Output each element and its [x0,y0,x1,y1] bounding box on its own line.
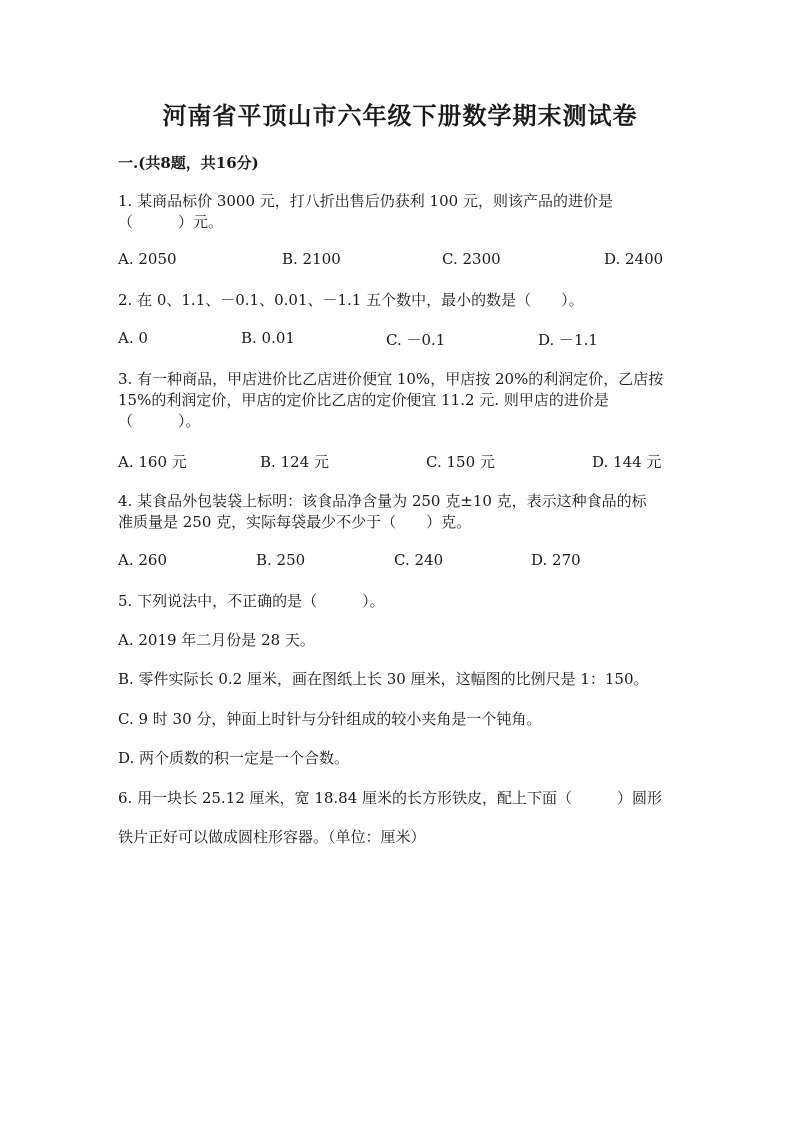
q1-option-a: A. 2050 [118,250,177,268]
q6-line-1: 6. 用一块长 25.12 厘米，宽 18.84 厘米的长方形铁皮，配上下面（ ）圆形 [118,789,663,807]
q4-line-1: 4. 某食品外包装袋上标明：该食品净含量为 250 克±10 克，表示这种食品的标 [118,492,647,510]
q4-option-b: B. 250 [256,551,306,569]
q1-option-c: C. 2300 [442,250,501,268]
q3-option-b: B. 124 元 [260,453,329,471]
q3-option-d: D. 144 元 [592,453,662,471]
q1-option-b: B. 2100 [282,250,341,268]
q1-line-1: 1. 某商品标价 3000 元，打八折出售后仍获利 100 元，则该产品的进价是 [118,192,613,210]
q2-option-a: A. 0 [118,329,148,347]
q3-line-3: （ ）。 [118,412,201,430]
page-title: 河南省平顶山市六年级下册数学期末测试卷 [162,101,638,130]
q6-line-2: 铁片正好可以做成圆柱形容器。（单位：厘米） [118,828,426,846]
q2-option-c: C. －0.1 [386,331,446,349]
q2-line-1: 2. 在 0、1.1、－0.1、0.01、－1.1 五个数中，最小的数是（ ）。 [118,291,584,309]
q4-line-2: 准质量是 250 克，实际每袋最少不少于（ ）克。 [118,513,472,531]
q3-option-c: C. 150 元 [426,453,495,471]
q3-option-a: A. 160 元 [118,453,187,471]
q4-option-d: D. 270 [531,551,581,569]
q1-option-d: D. 2400 [604,250,664,268]
q3-line-2: 15%的利润定价，甲店的定价比乙店的定价便宜 11.2 元. 则甲店的进价是 [118,391,609,409]
q5-option-a: A. 2019 年二月份是 28 天。 [118,631,315,649]
q3-line-1: 3. 有一种商品，甲店进价比乙店进价便宜 10%，甲店按 20%的利润定价，乙店按 [118,370,664,388]
q5-option-b: B. 零件实际长 0.2 厘米，画在图纸上长 30 厘米，这幅图的比例尺是 1：150。 [118,670,649,688]
q5-option-d: D. 两个质数的积一定是一个合数。 [118,749,350,767]
q2-option-d: D. －1.1 [538,331,598,349]
q1-line-2: （ ）元。 [118,213,224,231]
section-heading: 一.(共8题，共16分) [118,154,259,172]
q5-line-1: 5. 下列说法中，不正确的是（ ）。 [118,592,385,610]
q4-option-a: A. 260 [118,551,167,569]
q5-option-c: C. 9 时 30 分，钟面上时针与分针组成的较小夹角是一个钝角。 [118,710,542,728]
q2-option-b: B. 0.01 [241,329,295,347]
q4-option-c: C. 240 [394,551,444,569]
